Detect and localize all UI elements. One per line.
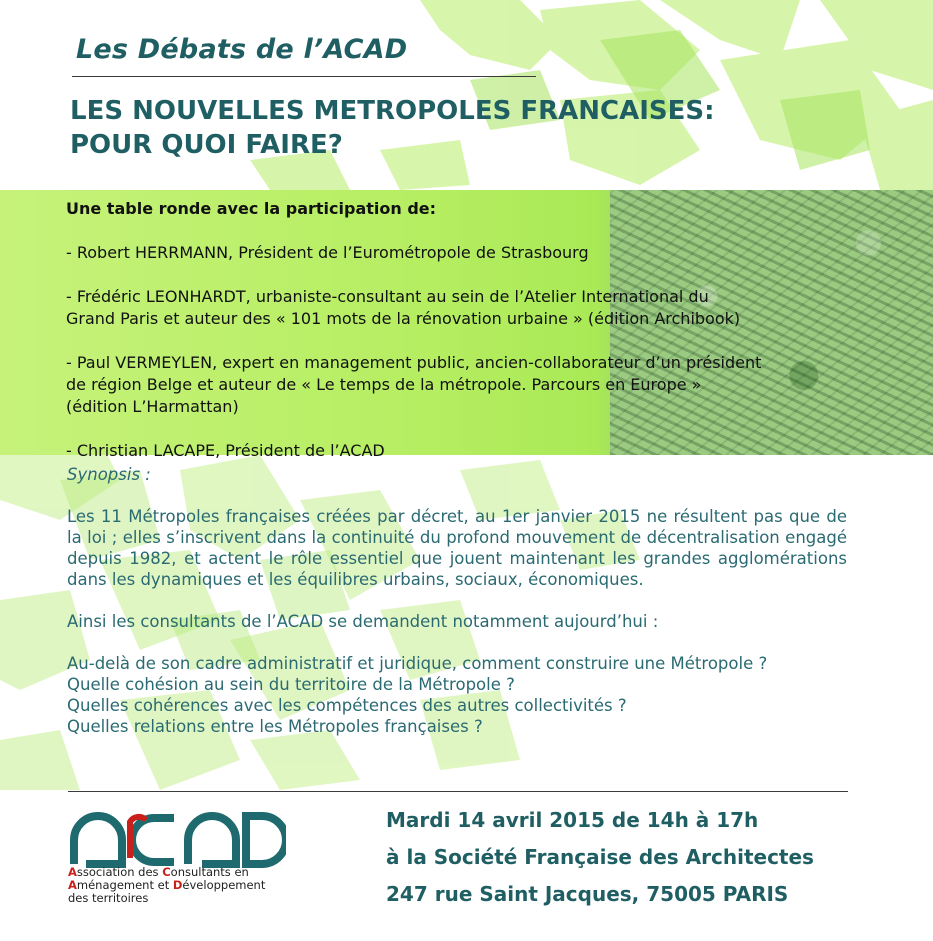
event-venue: à la Société Française des Architectes — [386, 845, 814, 869]
participant-4: - Christian LACAPE, Président de l’ACAD — [66, 441, 385, 460]
footer-divider — [68, 791, 848, 792]
participant-3-line-1: - Paul VERMEYLEN, expert en management public, ancien-collaborateur d’un président — [66, 353, 762, 372]
participant-3-line-2: de région Belge et auteur de « Le temps de la métropole. Parcours en Europe » — [66, 375, 702, 394]
logo-tagline — [68, 866, 298, 905]
headline — [70, 94, 715, 162]
synopsis-section — [67, 464, 847, 737]
participant-3-line-3: (édition L’Harmattan) — [66, 397, 239, 416]
participant-1: - Robert HERRMANN, Président de l’Eurométropole de Strasbourg — [66, 243, 589, 262]
title-divider — [72, 76, 536, 77]
headline-line-1: LES NOUVELLES METROPOLES FRANCAISES: — [70, 96, 715, 126]
participant-2 — [66, 286, 856, 330]
event-address: 247 rue Saint Jacques, 75005 PARIS — [386, 882, 789, 906]
synopsis-paragraph-1: Les 11 Métropoles françaises créées par décret, au 1er janvier 2015 ne résultent pas que de la loi ; elles s’inscrivent dans la continuité du profond mouvement de décentralisation engagé depuis 1982, et actent le rôle essentiel que jouent maintenant les grandes agglomérations dans les dynamiques et les équilibres urbains, sociaux, économiques. — [67, 507, 847, 589]
series-title: Les Débats de l’ACAD — [76, 34, 408, 65]
event-details — [386, 802, 814, 913]
event-date: Mardi 14 avril 2015 de 14h à 17h — [386, 808, 759, 832]
participant-3 — [66, 352, 856, 418]
participant-2-line-1: - Frédéric LEONHARDT, urbaniste-consultant au sein de l’Atelier International du — [66, 287, 709, 306]
question-1: Au-delà de son cadre administratif et juridique, comment construire une Métropole ? — [67, 654, 768, 673]
question-2: Quelle cohésion au sein du territoire de la Métropole ? — [67, 675, 515, 694]
roundtable-section — [66, 198, 856, 462]
roundtable-lead: Une table ronde avec la participation de: — [66, 199, 437, 218]
logo-tagline-line-3: des territoires — [68, 891, 149, 905]
synopsis-title: Synopsis : — [67, 465, 151, 484]
headline-line-2: POUR QUOI FAIRE? — [70, 130, 343, 160]
acad-logo — [66, 806, 286, 870]
logo-tagline-line-1: Association des Consultants en — [68, 865, 249, 879]
logo-tagline-line-2: Aménagement et Développement — [68, 878, 266, 892]
synopsis-paragraph-2: Ainsi les consultants de l’ACAD se demandent notamment aujourd’hui : — [67, 612, 659, 631]
question-4: Quelles relations entre les Métropoles françaises ? — [67, 717, 483, 736]
question-3: Quelles cohérences avec les compétences des autres collectivités ? — [67, 696, 627, 715]
participant-2-line-2: Grand Paris et auteur des « 101 mots de la rénovation urbaine » (édition Archibook) — [66, 309, 741, 328]
